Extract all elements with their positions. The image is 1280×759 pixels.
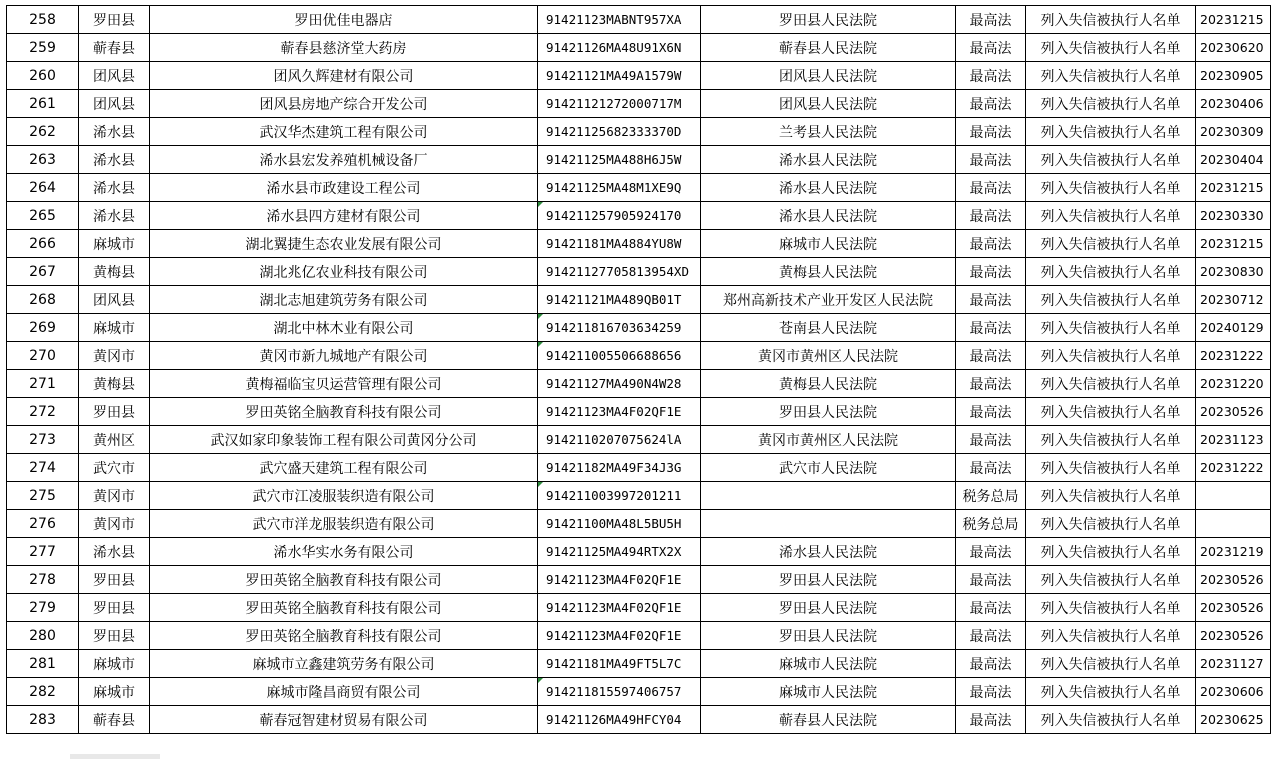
credit-code-cell[interactable]: 91421125MA48M1XE9Q bbox=[538, 174, 701, 202]
company-name-cell[interactable]: 湖北中林木业有限公司 bbox=[150, 314, 538, 342]
date-cell[interactable]: 20231219 bbox=[1196, 538, 1271, 566]
date-cell[interactable]: 20230406 bbox=[1196, 90, 1271, 118]
table-row bbox=[7, 118, 1271, 146]
source-cell[interactable]: 税务总局 bbox=[956, 482, 1026, 510]
company-name-cell[interactable]: 浠水县宏发养殖机械设备厂 bbox=[150, 146, 538, 174]
row-number-cell[interactable]: 272 bbox=[7, 398, 79, 426]
date-cell[interactable]: 20230309 bbox=[1196, 118, 1271, 146]
table-row bbox=[7, 90, 1271, 118]
table-row bbox=[7, 258, 1271, 286]
date-cell[interactable]: 20230526 bbox=[1196, 594, 1271, 622]
county-cell[interactable]: 团风县 bbox=[79, 62, 150, 90]
court-cell[interactable]: 浠水县人民法院 bbox=[701, 538, 956, 566]
table-row bbox=[7, 622, 1271, 650]
company-name-cell[interactable]: 麻城市隆昌商贸有限公司 bbox=[150, 678, 538, 706]
credit-code-cell[interactable]: 914211815597406757 bbox=[538, 678, 701, 706]
table-row bbox=[7, 174, 1271, 202]
horizontal-scrollbar[interactable] bbox=[70, 754, 160, 759]
company-name-cell[interactable]: 浠水县四方建材有限公司 bbox=[150, 202, 538, 230]
county-cell[interactable]: 团风县 bbox=[79, 286, 150, 314]
credit-code-cell[interactable]: 91421125MA488H6J5W bbox=[538, 146, 701, 174]
table-row bbox=[7, 62, 1271, 90]
county-cell[interactable]: 黄冈市 bbox=[79, 510, 150, 538]
date-cell[interactable]: 20231220 bbox=[1196, 370, 1271, 398]
table-row bbox=[7, 146, 1271, 174]
county-cell[interactable]: 黄梅县 bbox=[79, 258, 150, 286]
table-row bbox=[7, 594, 1271, 622]
source-cell[interactable]: 最高法 bbox=[956, 314, 1026, 342]
sheet-bottom-edge bbox=[0, 753, 1280, 759]
source-cell[interactable]: 最高法 bbox=[956, 342, 1026, 370]
date-cell[interactable]: 20230404 bbox=[1196, 146, 1271, 174]
date-cell[interactable]: 20230620 bbox=[1196, 34, 1271, 62]
list-type-cell[interactable]: 列入失信被执行人名单 bbox=[1026, 314, 1196, 342]
row-number-cell[interactable]: 275 bbox=[7, 482, 79, 510]
credit-code-cell[interactable]: 91421181MA49FT5L7C bbox=[538, 650, 701, 678]
date-cell[interactable]: 20231222 bbox=[1196, 342, 1271, 370]
row-number-cell[interactable]: 283 bbox=[7, 706, 79, 734]
credit-code-cell[interactable]: 91421123MABNT957XA bbox=[538, 6, 701, 34]
date-cell[interactable]: 20231222 bbox=[1196, 454, 1271, 482]
credit-code-cell[interactable]: 914211816703634259 bbox=[538, 314, 701, 342]
date-cell[interactable]: 20230625 bbox=[1196, 706, 1271, 734]
company-name-cell[interactable]: 团风久辉建材有限公司 bbox=[150, 62, 538, 90]
court-cell[interactable]: 蕲春县人民法院 bbox=[701, 34, 956, 62]
table-row bbox=[7, 510, 1271, 538]
source-cell[interactable]: 最高法 bbox=[956, 258, 1026, 286]
date-cell[interactable] bbox=[1196, 482, 1271, 510]
list-type-cell[interactable]: 列入失信被执行人名单 bbox=[1026, 202, 1196, 230]
source-cell[interactable]: 最高法 bbox=[956, 454, 1026, 482]
row-number-cell[interactable]: 280 bbox=[7, 622, 79, 650]
table-row bbox=[7, 398, 1271, 426]
court-cell[interactable] bbox=[701, 482, 956, 510]
company-name-cell[interactable]: 武汉如家印象装饰工程有限公司黄冈分公司 bbox=[150, 426, 538, 454]
row-number-cell[interactable]: 278 bbox=[7, 566, 79, 594]
company-name-cell[interactable]: 罗田英铭全脑教育科技有限公司 bbox=[150, 622, 538, 650]
source-cell[interactable]: 最高法 bbox=[956, 706, 1026, 734]
court-cell[interactable]: 团风县人民法院 bbox=[701, 62, 956, 90]
credit-code-cell[interactable]: 91421121MA489QB01T bbox=[538, 286, 701, 314]
credit-code-cell[interactable]: 91421181MA4884YU8W bbox=[538, 230, 701, 258]
source-cell[interactable]: 最高法 bbox=[956, 398, 1026, 426]
table-row bbox=[7, 706, 1271, 734]
list-type-cell[interactable]: 列入失信被执行人名单 bbox=[1026, 566, 1196, 594]
company-name-cell[interactable]: 罗田英铭全脑教育科技有限公司 bbox=[150, 594, 538, 622]
credit-code-cell[interactable]: 91421125MA494RTX2X bbox=[538, 538, 701, 566]
county-cell[interactable]: 罗田县 bbox=[79, 566, 150, 594]
row-number-cell[interactable]: 266 bbox=[7, 230, 79, 258]
source-cell[interactable]: 最高法 bbox=[956, 538, 1026, 566]
source-cell[interactable]: 最高法 bbox=[956, 678, 1026, 706]
date-cell[interactable]: 20230526 bbox=[1196, 398, 1271, 426]
list-type-cell[interactable]: 列入失信被执行人名单 bbox=[1026, 482, 1196, 510]
credit-code-cell[interactable]: 91421121272000717M bbox=[538, 90, 701, 118]
date-cell[interactable]: 20231215 bbox=[1196, 174, 1271, 202]
list-type-cell[interactable]: 列入失信被执行人名单 bbox=[1026, 426, 1196, 454]
list-type-cell[interactable]: 列入失信被执行人名单 bbox=[1026, 342, 1196, 370]
court-cell[interactable]: 黄梅县人民法院 bbox=[701, 258, 956, 286]
table-row bbox=[7, 202, 1271, 230]
list-type-cell[interactable]: 列入失信被执行人名单 bbox=[1026, 678, 1196, 706]
list-type-cell[interactable]: 列入失信被执行人名单 bbox=[1026, 510, 1196, 538]
court-cell[interactable]: 武穴市人民法院 bbox=[701, 454, 956, 482]
credit-code-cell[interactable]: 91421121MA49A1579W bbox=[538, 62, 701, 90]
county-cell[interactable]: 浠水县 bbox=[79, 174, 150, 202]
county-cell[interactable]: 浠水县 bbox=[79, 538, 150, 566]
court-cell[interactable]: 罗田县人民法院 bbox=[701, 6, 956, 34]
county-cell[interactable]: 罗田县 bbox=[79, 6, 150, 34]
source-cell[interactable]: 最高法 bbox=[956, 230, 1026, 258]
source-cell[interactable]: 最高法 bbox=[956, 622, 1026, 650]
county-cell[interactable]: 浠水县 bbox=[79, 146, 150, 174]
date-cell[interactable]: 20230606 bbox=[1196, 678, 1271, 706]
company-name-cell[interactable]: 黄冈市新九城地产有限公司 bbox=[150, 342, 538, 370]
table-row bbox=[7, 538, 1271, 566]
list-type-cell[interactable]: 列入失信被执行人名单 bbox=[1026, 398, 1196, 426]
row-number-cell[interactable]: 282 bbox=[7, 678, 79, 706]
company-name-cell[interactable]: 浠水华实水务有限公司 bbox=[150, 538, 538, 566]
row-number-cell[interactable]: 274 bbox=[7, 454, 79, 482]
date-cell[interactable]: 20231127 bbox=[1196, 650, 1271, 678]
court-cell[interactable]: 团风县人民法院 bbox=[701, 90, 956, 118]
company-name-cell[interactable]: 武穴市江凌服装织造有限公司 bbox=[150, 482, 538, 510]
table-row bbox=[7, 650, 1271, 678]
list-type-cell[interactable]: 列入失信被执行人名单 bbox=[1026, 286, 1196, 314]
court-cell[interactable]: 浠水县人民法院 bbox=[701, 146, 956, 174]
credit-code-cell[interactable]: 91421126MA49HFCY04 bbox=[538, 706, 701, 734]
court-cell[interactable]: 罗田县人民法院 bbox=[701, 622, 956, 650]
list-type-cell[interactable]: 列入失信被执行人名单 bbox=[1026, 230, 1196, 258]
date-cell[interactable]: 20231123 bbox=[1196, 426, 1271, 454]
source-cell[interactable]: 最高法 bbox=[956, 6, 1026, 34]
date-cell[interactable]: 20230330 bbox=[1196, 202, 1271, 230]
company-name-cell[interactable]: 武穴盛天建筑工程有限公司 bbox=[150, 454, 538, 482]
company-name-cell[interactable]: 湖北兆亿农业科技有限公司 bbox=[150, 258, 538, 286]
county-cell[interactable]: 麻城市 bbox=[79, 650, 150, 678]
list-type-cell[interactable]: 列入失信被执行人名单 bbox=[1026, 706, 1196, 734]
county-cell[interactable]: 黄冈市 bbox=[79, 482, 150, 510]
county-cell[interactable]: 麻城市 bbox=[79, 314, 150, 342]
table-row bbox=[7, 454, 1271, 482]
list-type-cell[interactable]: 列入失信被执行人名单 bbox=[1026, 650, 1196, 678]
court-cell[interactable] bbox=[701, 510, 956, 538]
table-row bbox=[7, 230, 1271, 258]
list-type-cell[interactable]: 列入失信被执行人名单 bbox=[1026, 454, 1196, 482]
credit-code-cell[interactable]: 91421123MA4F02QF1E bbox=[538, 398, 701, 426]
row-number-cell[interactable]: 271 bbox=[7, 370, 79, 398]
row-number-cell[interactable]: 258 bbox=[7, 6, 79, 34]
credit-code-cell[interactable]: 91421123MA4F02QF1E bbox=[538, 594, 701, 622]
source-cell[interactable]: 最高法 bbox=[956, 370, 1026, 398]
court-cell[interactable]: 浠水县人民法院 bbox=[701, 202, 956, 230]
court-cell[interactable]: 罗田县人民法院 bbox=[701, 566, 956, 594]
source-cell[interactable]: 最高法 bbox=[956, 90, 1026, 118]
list-type-cell[interactable]: 列入失信被执行人名单 bbox=[1026, 538, 1196, 566]
company-name-cell[interactable]: 湖北翼捷生态农业发展有限公司 bbox=[150, 230, 538, 258]
credit-code-cell[interactable]: 914211005506688656 bbox=[538, 342, 701, 370]
row-number-cell[interactable]: 268 bbox=[7, 286, 79, 314]
court-cell[interactable]: 蕲春县人民法院 bbox=[701, 706, 956, 734]
credit-code-cell[interactable]: 91421127705813954XD bbox=[538, 258, 701, 286]
list-type-cell[interactable]: 列入失信被执行人名单 bbox=[1026, 90, 1196, 118]
court-cell[interactable]: 黄冈市黄州区人民法院 bbox=[701, 426, 956, 454]
county-cell[interactable]: 团风县 bbox=[79, 90, 150, 118]
list-type-cell[interactable]: 列入失信被执行人名单 bbox=[1026, 174, 1196, 202]
row-number-cell[interactable]: 273 bbox=[7, 426, 79, 454]
company-name-cell[interactable]: 麻城市立鑫建筑劳务有限公司 bbox=[150, 650, 538, 678]
county-cell[interactable]: 蕲春县 bbox=[79, 706, 150, 734]
county-cell[interactable]: 麻城市 bbox=[79, 678, 150, 706]
list-type-cell[interactable]: 列入失信被执行人名单 bbox=[1026, 622, 1196, 650]
county-cell[interactable]: 黄冈市 bbox=[79, 342, 150, 370]
county-cell[interactable]: 浠水县 bbox=[79, 118, 150, 146]
table-row bbox=[7, 566, 1271, 594]
county-cell[interactable]: 蕲春县 bbox=[79, 34, 150, 62]
table-row bbox=[7, 286, 1271, 314]
company-name-cell[interactable]: 罗田英铭全脑教育科技有限公司 bbox=[150, 566, 538, 594]
table-row bbox=[7, 426, 1271, 454]
county-cell[interactable]: 浠水县 bbox=[79, 202, 150, 230]
row-number-cell[interactable]: 261 bbox=[7, 90, 79, 118]
list-type-cell[interactable]: 列入失信被执行人名单 bbox=[1026, 62, 1196, 90]
company-name-cell[interactable]: 罗田优佳电器店 bbox=[150, 6, 538, 34]
date-cell[interactable]: 20230712 bbox=[1196, 286, 1271, 314]
row-number-cell[interactable]: 270 bbox=[7, 342, 79, 370]
credit-code-cell[interactable]: 91421126MA48U91X6N bbox=[538, 34, 701, 62]
county-cell[interactable]: 武穴市 bbox=[79, 454, 150, 482]
date-cell[interactable]: 20240129 bbox=[1196, 314, 1271, 342]
source-cell[interactable]: 最高法 bbox=[956, 202, 1026, 230]
table-row bbox=[7, 482, 1271, 510]
table-row bbox=[7, 342, 1271, 370]
source-cell[interactable]: 最高法 bbox=[956, 594, 1026, 622]
court-cell[interactable]: 罗田县人民法院 bbox=[701, 398, 956, 426]
company-name-cell[interactable]: 团风县房地产综合开发公司 bbox=[150, 90, 538, 118]
list-type-cell[interactable]: 列入失信被执行人名单 bbox=[1026, 594, 1196, 622]
row-number-cell[interactable]: 264 bbox=[7, 174, 79, 202]
list-type-cell[interactable]: 列入失信被执行人名单 bbox=[1026, 118, 1196, 146]
date-cell[interactable]: 20231215 bbox=[1196, 230, 1271, 258]
credit-code-cell[interactable]: 91421100MA48L5BU5H bbox=[538, 510, 701, 538]
row-number-cell[interactable]: 265 bbox=[7, 202, 79, 230]
county-cell[interactable]: 黄梅县 bbox=[79, 370, 150, 398]
company-name-cell[interactable]: 罗田英铭全脑教育科技有限公司 bbox=[150, 398, 538, 426]
table-row bbox=[7, 678, 1271, 706]
court-cell[interactable]: 郑州高新技术产业开发区人民法院 bbox=[701, 286, 956, 314]
source-cell[interactable]: 最高法 bbox=[956, 62, 1026, 90]
row-number-cell[interactable]: 281 bbox=[7, 650, 79, 678]
date-cell[interactable]: 20231215 bbox=[1196, 6, 1271, 34]
credit-code-cell[interactable]: 9142110207075624lA bbox=[538, 426, 701, 454]
credit-code-cell[interactable]: 91421123MA4F02QF1E bbox=[538, 566, 701, 594]
court-cell[interactable]: 罗田县人民法院 bbox=[701, 594, 956, 622]
date-cell[interactable]: 20230526 bbox=[1196, 622, 1271, 650]
court-cell[interactable]: 麻城市人民法院 bbox=[701, 678, 956, 706]
county-cell[interactable]: 罗田县 bbox=[79, 622, 150, 650]
company-name-cell[interactable]: 黄梅福临宝贝运营管理有限公司 bbox=[150, 370, 538, 398]
date-cell[interactable]: 20230830 bbox=[1196, 258, 1271, 286]
table-row bbox=[7, 314, 1271, 342]
source-cell[interactable]: 最高法 bbox=[956, 146, 1026, 174]
list-type-cell[interactable]: 列入失信被执行人名单 bbox=[1026, 370, 1196, 398]
court-cell[interactable]: 麻城市人民法院 bbox=[701, 230, 956, 258]
credit-code-cell[interactable]: 91421125682333370D bbox=[538, 118, 701, 146]
row-number-cell[interactable]: 279 bbox=[7, 594, 79, 622]
row-number-cell[interactable]: 260 bbox=[7, 62, 79, 90]
row-number-cell[interactable]: 262 bbox=[7, 118, 79, 146]
credit-code-cell[interactable]: 91421127MA490N4W28 bbox=[538, 370, 701, 398]
table-row bbox=[7, 34, 1271, 62]
data-table bbox=[6, 5, 1271, 734]
row-number-cell[interactable]: 269 bbox=[7, 314, 79, 342]
county-cell[interactable]: 罗田县 bbox=[79, 594, 150, 622]
company-name-cell[interactable]: 湖北志旭建筑劳务有限公司 bbox=[150, 286, 538, 314]
court-cell[interactable]: 苍南县人民法院 bbox=[701, 314, 956, 342]
credit-code-cell[interactable]: 91421182MA49F34J3G bbox=[538, 454, 701, 482]
source-cell[interactable]: 最高法 bbox=[956, 174, 1026, 202]
source-cell[interactable]: 税务总局 bbox=[956, 510, 1026, 538]
source-cell[interactable]: 最高法 bbox=[956, 34, 1026, 62]
table-body bbox=[7, 6, 1271, 734]
company-name-cell[interactable]: 蕲春县慈济堂大药房 bbox=[150, 34, 538, 62]
court-cell[interactable]: 黄冈市黄州区人民法院 bbox=[701, 342, 956, 370]
row-number-cell[interactable]: 259 bbox=[7, 34, 79, 62]
court-cell[interactable]: 兰考县人民法院 bbox=[701, 118, 956, 146]
company-name-cell[interactable]: 蕲春冠智建材贸易有限公司 bbox=[150, 706, 538, 734]
court-cell[interactable]: 浠水县人民法院 bbox=[701, 174, 956, 202]
company-name-cell[interactable]: 武穴市洋龙服装织造有限公司 bbox=[150, 510, 538, 538]
credit-code-cell[interactable]: 914211257905924170 bbox=[538, 202, 701, 230]
credit-code-cell[interactable]: 91421123MA4F02QF1E bbox=[538, 622, 701, 650]
source-cell[interactable]: 最高法 bbox=[956, 286, 1026, 314]
row-number-cell[interactable]: 277 bbox=[7, 538, 79, 566]
table-row bbox=[7, 370, 1271, 398]
list-type-cell[interactable]: 列入失信被执行人名单 bbox=[1026, 6, 1196, 34]
company-name-cell[interactable]: 武汉华杰建筑工程有限公司 bbox=[150, 118, 538, 146]
list-type-cell[interactable]: 列入失信被执行人名单 bbox=[1026, 34, 1196, 62]
court-cell[interactable]: 黄梅县人民法院 bbox=[701, 370, 956, 398]
county-cell[interactable]: 麻城市 bbox=[79, 230, 150, 258]
date-cell[interactable] bbox=[1196, 510, 1271, 538]
row-number-cell[interactable]: 263 bbox=[7, 146, 79, 174]
row-number-cell[interactable]: 276 bbox=[7, 510, 79, 538]
source-cell[interactable]: 最高法 bbox=[956, 426, 1026, 454]
date-cell[interactable]: 20230526 bbox=[1196, 566, 1271, 594]
source-cell[interactable]: 最高法 bbox=[956, 650, 1026, 678]
county-cell[interactable]: 黄州区 bbox=[79, 426, 150, 454]
company-name-cell[interactable]: 浠水县市政建设工程公司 bbox=[150, 174, 538, 202]
table-row bbox=[7, 6, 1271, 34]
court-cell[interactable]: 麻城市人民法院 bbox=[701, 650, 956, 678]
row-number-cell[interactable]: 267 bbox=[7, 258, 79, 286]
date-cell[interactable]: 20230905 bbox=[1196, 62, 1271, 90]
list-type-cell[interactable]: 列入失信被执行人名单 bbox=[1026, 258, 1196, 286]
list-type-cell[interactable]: 列入失信被执行人名单 bbox=[1026, 146, 1196, 174]
source-cell[interactable]: 最高法 bbox=[956, 566, 1026, 594]
county-cell[interactable]: 罗田县 bbox=[79, 398, 150, 426]
source-cell[interactable]: 最高法 bbox=[956, 118, 1026, 146]
credit-code-cell[interactable]: 914211003997201211 bbox=[538, 482, 701, 510]
